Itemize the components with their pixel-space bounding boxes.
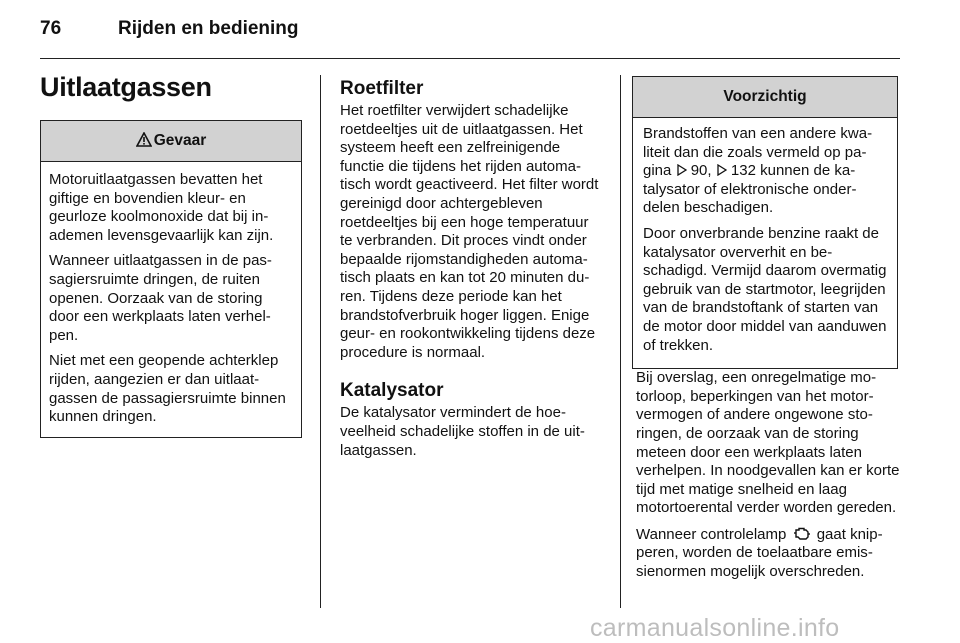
- control-lamp-text-end: gaat knipperen, worden de toelaatbare emissienormen mogelijk overschreden.: [636, 525, 883, 581]
- caution-paragraph-1: [643, 125, 887, 218]
- engine-control-lamp-icon: [793, 526, 811, 542]
- caution-paragraph-2: Door onverbrande benzine raakt de katalysator oververhit en beschadigd. Vermijd daarom overmatig gebruik van de startmotor, leegrijden van de brandstoftank of starten van de motor door middel van aanduwen of trekken.: [643, 224, 887, 354]
- section-title-uitlaatgassen: Uitlaatgassen: [40, 72, 212, 102]
- caution-p1-text-end: kunnen de katalysator of elektronische onderdelen beschadigen.: [643, 162, 857, 217]
- page-reference-90[interactable]: 90,: [690, 162, 712, 180]
- page-reference-arrow-icon: [716, 164, 727, 176]
- caution-box-body: [633, 118, 897, 368]
- danger-paragraph-3: Niet met een geopende achterklep rijden, aangezien er dan uitlaatgassen de passagiersruimte binnen kunnen dringen.: [49, 352, 286, 426]
- danger-box-title: Gevaar: [153, 132, 207, 149]
- page-reference-arrow-icon: [676, 164, 687, 176]
- watermark: carmanualsonline.info: [590, 614, 840, 642]
- column-1: [40, 72, 302, 438]
- caution-box-header: [633, 77, 897, 118]
- column-3: [636, 76, 900, 590]
- katalysator-paragraph: De katalysator vermindert de hoeveelheid schadelijke stoffen in de uitlaatgassen.: [340, 404, 585, 459]
- danger-paragraph-2: Wanneer uitlaatgassen in de passagiersruimte dringen, de ruiten openen. Oorzaak van de storing door een werkplaats laten verhelpen.: [49, 252, 272, 344]
- page-reference-132[interactable]: 132: [730, 162, 756, 180]
- danger-paragraph-1: Motoruitlaatgassen bevatten het giftige en bovendien kleur- en geurloze koolmonoxide dat bij inademen levensgevaarlijk kan zijn.: [49, 171, 274, 244]
- danger-box-body: [41, 162, 301, 437]
- column-2: [340, 78, 602, 468]
- katalysator-heading: Katalysator: [340, 380, 444, 402]
- control-lamp-paragraph: [636, 526, 900, 582]
- caution-box: [632, 76, 898, 369]
- misfire-paragraph: Bij overslag, een onregelmatige motorloop, beperkingen van het motorvermogen of andere ongewone storingen, de oorzaak van de storing meteen door een werkplaats laten verhelpen. In noodgevallen kan er korte tijd met matige snelheid en laag motortoerental verder worden gereden.: [636, 369, 900, 517]
- page-number: 76: [40, 18, 62, 39]
- chapter-title: Rijden en bediening: [118, 18, 299, 39]
- header-rule: [40, 58, 900, 59]
- danger-box: [40, 120, 302, 438]
- column-divider-2: [620, 75, 621, 608]
- column-divider-1: [320, 75, 321, 608]
- caution-box-title: Voorzichtig: [723, 88, 807, 105]
- control-lamp-text-start: Wanneer controlelamp: [636, 525, 787, 543]
- danger-box-header: [41, 121, 301, 162]
- roetfilter-paragraph: Het roetfilter verwijdert schadelijke roetdeeltjes uit de uitlaatgassen. Het systeem heeft een zelfreinigende functie die tijdens het rijden automatisch wordt geactiveerd. Het filter wordt gereinigd door achtergebleven roetdeeltjes bij een hoge temperatuur te verbranden. Dit proces vindt onder bepaalde rijomstandigheden automatisch plaats en kan tot 20 minuten duren. Tijdens deze periode kan het brandstofverbruik hoger liggen. Enige geur- en rookontwikkeling tijdens deze procedure is normaal.: [340, 102, 599, 361]
- caution-p1-text-start: Brandstoffen van een andere kwaliteit dan die zoals vermeld op pagina: [643, 125, 873, 180]
- warning-triangle-icon: [136, 132, 152, 147]
- roetfilter-heading: Roetfilter: [340, 78, 424, 99]
